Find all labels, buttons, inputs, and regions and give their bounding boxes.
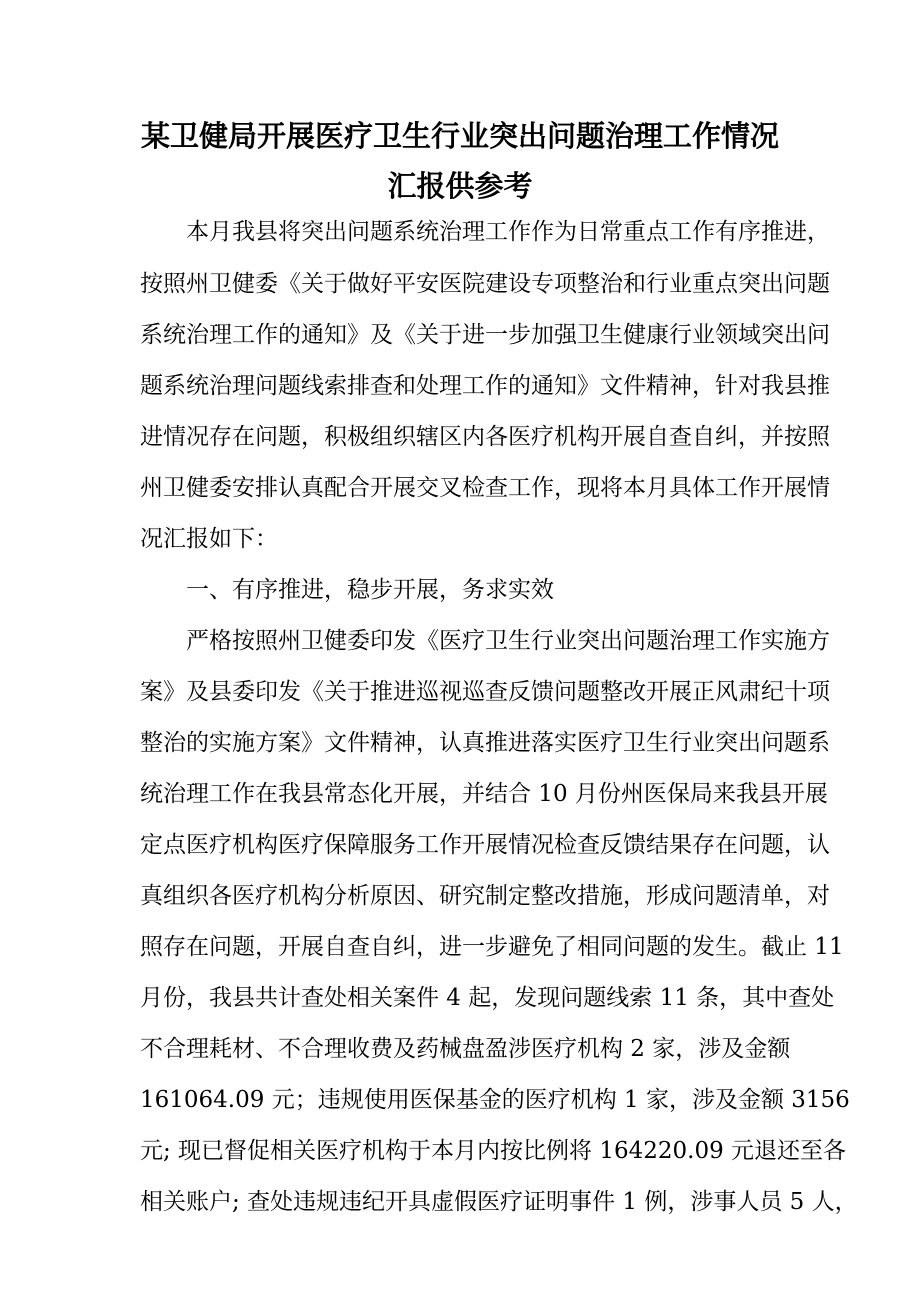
body-line: 州卫健委安排认真配合开展交叉检查工作，现将本月具体工作开展情 xyxy=(140,475,830,501)
body-line: 案》及县委印发《关于推进巡视巡查反馈问题整改开展正风肃纪十项 xyxy=(140,679,830,705)
body-line: 况汇报如下： xyxy=(140,526,278,552)
body-line: 月份，我县共计查处相关案件 4 起，发现问题线索 11 条，其中查处 xyxy=(140,985,835,1011)
body-line: 定点医疗机构医疗保障服务工作开展情况检查反馈结果存在问题，认 xyxy=(140,832,830,858)
body-line: 严格按照州卫健委印发《医疗卫生行业突出问题治理工作实施方 xyxy=(140,628,830,654)
document-title-line-2: 汇报供参考 xyxy=(387,169,533,203)
body-line: 照存在问题，开展自查自纠，进一步避免了相同问题的发生。截止 11 xyxy=(140,934,844,960)
body-line: 进情况存在问题，积极组织辖区内各医疗机构开展自查自纠，并按照 xyxy=(140,424,830,450)
body-line: 不合理耗材、不合理收费及药械盘盈涉医疗机构 2 家，涉及金额 xyxy=(140,1036,791,1062)
body-line: 元; 现已督促相关医疗机构于本月内按比例将 164220.09 元退还至各 xyxy=(140,1138,847,1164)
body-line: 统治理工作在我县常态化开展，并结合 10 月份州医保局来我县开展 xyxy=(140,781,828,807)
body-line: 系统治理工作的通知》及《关于进一步加强卫生健康行业领域突出问 xyxy=(140,322,830,348)
document-title-line-1: 某卫健局开展医疗卫生行业突出问题治理工作情况 xyxy=(140,119,779,153)
body-line: 按照州卫健委《关于做好平安医院建设专项整治和行业重点突出问题 xyxy=(140,271,830,297)
body-line: 整治的实施方案》文件精神，认真推进落实医疗卫生行业突出问题系 xyxy=(140,730,830,756)
body-line: 161064.09 元；违规使用医保基金的医疗机构 1 家，涉及金额 3156 xyxy=(140,1087,850,1113)
body-line: 题系统治理问题线索排查和处理工作的通知》文件精神，针对我县推 xyxy=(140,373,830,399)
body-line: 真组织各医疗机构分析原因、研究制定整改措施，形成问题清单，对 xyxy=(140,883,830,909)
body-line: 本月我县将突出问题系统治理工作作为日常重点工作有序推进， xyxy=(140,219,830,245)
body-line: 相关账户; 查处违规违纪开具虚假医疗证明事件 1 例，涉事人员 5 人， xyxy=(140,1189,858,1215)
section-heading: 一、有序推进，稳步开展，务求实效 xyxy=(140,577,554,603)
